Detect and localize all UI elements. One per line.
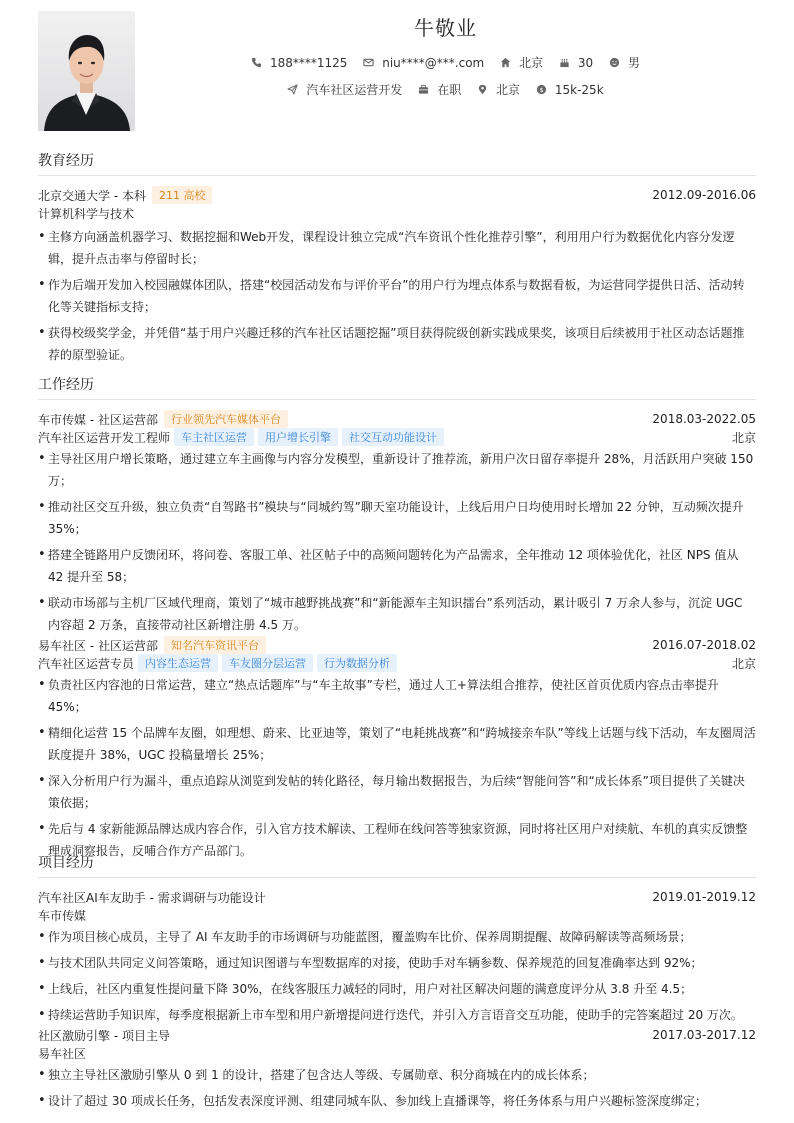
project-org-line [38, 1044, 756, 1062]
work-period: 2016.07-2018.02 [652, 638, 756, 652]
skill-tag: 用户增长引擎 [258, 428, 338, 446]
work-bullets [38, 674, 756, 862]
work-section [38, 374, 756, 866]
job-role: 汽车社区运营开发工程师 [38, 430, 171, 445]
project-name: 汽车社区AI车友助手 - 需求调研与功能设计 [38, 890, 266, 905]
svg-text:$: $ [539, 85, 544, 94]
list-item: • 作为项目核心成员，主导了 AI 车友助手的市场调研与功能蓝图，覆盖购车比价、保养周期提醒、故障码解读等高频场景； [38, 926, 756, 948]
education-period: 2012.09-2016.06 [652, 188, 756, 202]
section-title: 项目经历 [38, 852, 756, 878]
candidate-name: 牛敬业 [414, 16, 477, 40]
project-entry-header [38, 888, 756, 906]
list-item: • 深入分析用户行为漏斗，重点追踪从浏览到发帖的转化路径，每月输出数据报告，为后续“智能问答”和“成长体系”项目提供了关键决策依据； [38, 770, 756, 814]
contact-row [135, 54, 756, 71]
coin-icon [536, 84, 547, 95]
project-org: 易车社区 [38, 1046, 87, 1061]
hometown-text: 北京 [519, 56, 544, 70]
status-text: 在职 [437, 83, 462, 97]
phone-item [251, 56, 347, 70]
location-pin-icon [477, 84, 488, 95]
list-item: • 持续运营助手知识库，每季度根据新上市车型和用户新增提问进行迭代，并引入方言语音交互功能，使助手的完答案超过 20 万次。 [38, 1004, 756, 1026]
work-period: 2018.03-2022.05 [652, 412, 756, 426]
list-item: • 先后与 4 家新能源品牌达成内容合作，引入官方技术解读、工程师在线问答等独家资源，同时将社区用户对续航、车机的真实反馈整理成洞察报告，反哺合作方产品部门。 [38, 818, 756, 862]
hometown-item [500, 54, 543, 71]
target-role-item [287, 81, 402, 98]
work-entry-header [38, 410, 756, 428]
project-period: 2019.01-2019.12 [652, 890, 756, 904]
school-name: 北京交通大学 - 本科 [38, 188, 146, 203]
list-item: • 精细化运营 15 个品牌车友圈，如理想、蔚来、比亚迪等，策划了“电耗挑战赛”和“跨城接亲车队”等线上话题与线下活动，车友圈周活跃度提升 38%，UGC 投稿量增长 25%； [38, 722, 756, 766]
gender-item [609, 54, 640, 71]
project-org-line [38, 906, 756, 924]
work-city: 北京 [731, 656, 756, 671]
phone-text: 188****1125 [269, 55, 348, 70]
mail-icon [363, 57, 374, 68]
project-entry-header [38, 1026, 756, 1044]
salary-item [536, 83, 604, 97]
paper-plane-icon [287, 84, 298, 95]
work-city: 北京 [731, 430, 756, 445]
education-major-line [38, 204, 756, 222]
education-bullets [38, 226, 756, 366]
list-item: • 与技术团队共同定义问答策略，通过知识图谱与车型数据库的对接，使助手对车辆参数、保养规范的回复准确率达到 92%； [38, 952, 756, 974]
gender-text: 男 [628, 56, 641, 70]
list-item: • 负责社区内容池的日常运营，建立“热点话题库”与“车主故事”专栏，通过人工+算法组合推荐，使社区首页优质内容点击率提升 45%； [38, 674, 756, 718]
section-title: 工作经历 [38, 374, 756, 400]
skill-tag: 车友圈分层运营 [222, 654, 313, 672]
skill-tag: 行为数据分析 [317, 654, 397, 672]
list-item: • 上线后，社区内重复性提问量下降 30%，在线客服压力减轻的同时，用户对社区解决问题的满意度评分从 3.8 升至 4.5； [38, 978, 756, 1000]
user-face-icon [609, 57, 620, 68]
company-tag: 行业领先汽车媒体平台 [164, 410, 288, 428]
work-bullets [38, 448, 756, 636]
job-intent-row [135, 81, 756, 98]
list-item: • 主修方向涵盖机器学习、数据挖掘和Web开发，课程设计独立完成“汽车资讯个性化推荐引擎”，利用用户行为数据优化内容分发逻辑，提升点击率与停留时长； [38, 226, 756, 270]
company-name: 易车社区 - 社区运营部 [38, 638, 158, 653]
skill-tag: 车主社区运营 [174, 428, 254, 446]
company-tag: 知名汽车资讯平台 [164, 636, 266, 654]
list-item: • 联动市场部与主机厂区域代理商，策划了“城市越野挑战赛”和“新能源车主知识擂台”系列活动，累计吸引 7 万余人参与，沉淀 UGC 内容超 2 万条，直接带动社区新增注册 4.5 万。 [38, 592, 756, 636]
list-item: • 独立主导社区激励引擎从 0 到 1 的设计，搭建了包含达人等级、专属勋章、积分商城在内的成长体系； [38, 1064, 756, 1086]
school-tag: 211 高校 [152, 186, 213, 204]
work-role-line [38, 654, 756, 672]
project-org: 车市传媒 [38, 908, 87, 923]
list-item: • 搭建全链路用户反馈闭环，将问卷、客服工单、社区帖子中的高频问题转化为产品需求，全年推动 12 项体验优化，社区 NPS 值从 42 提升至 58； [38, 544, 756, 588]
major: 计算机科学与技术 [38, 206, 135, 221]
city-item [477, 81, 520, 98]
projects-section [38, 852, 756, 1116]
email-item [363, 56, 484, 70]
briefcase-icon [418, 84, 429, 95]
work-role-line [38, 428, 756, 446]
education-entry-header [38, 186, 756, 204]
section-title: 教育经历 [38, 150, 756, 176]
portrait-image [38, 11, 135, 131]
list-item: • 推动社区交互升级，独立负责“自驾路书”模块与“同城约驾”聊天室功能设计，上线后用户日均使用时长增加 22 分钟，互动频次提升 35%； [38, 496, 756, 540]
job-role: 汽车社区运营专员 [38, 656, 135, 671]
project-name: 社区激励引擎 - 项目主导 [38, 1028, 170, 1043]
list-item: • 主导社区用户增长策略，通过建立车主画像与内容分发模型，重新设计了推荐流，新用户次日留存率提升 28%，月活跃用户突破 150 万； [38, 448, 756, 492]
project-bullets [38, 926, 756, 1026]
phone-icon [251, 57, 262, 68]
list-item: • 设计了超过 30 项成长任务，包括发表深度评测、组建同城车队、参加线上直播课等，将任务体系与用户兴趣标签深度绑定； [38, 1090, 756, 1112]
skill-tag: 内容生态运营 [138, 654, 218, 672]
education-section [38, 150, 756, 370]
skill-tag: 社交互动功能设计 [342, 428, 444, 446]
project-bullets [38, 1064, 756, 1112]
project-period: 2017.03-2017.12 [652, 1028, 756, 1042]
company-name: 车市传媒 - 社区运营部 [38, 412, 158, 427]
home-icon [500, 57, 511, 68]
profile-photo [38, 11, 135, 131]
age-text: 30 [577, 55, 594, 70]
list-item: • 作为后端开发加入校园融媒体团队，搭建“校园活动发布与评价平台”的用户行为埋点体系与数据看板，为运营同学提供日活、活动转化等关键指标支持； [38, 274, 756, 318]
list-item: • 获得校级奖学金，并凭借“基于用户兴趣迁移的汽车社区话题挖掘”项目获得院级创新实践成果奖，该项目后续被用于社区动态话题推荐的原型验证。 [38, 322, 756, 366]
birthday-cake-icon [559, 57, 570, 68]
age-item [559, 56, 593, 70]
email-text: niu****@***.com [382, 55, 485, 70]
salary-text: 15k-25k [554, 82, 604, 97]
work-entry-header [38, 636, 756, 654]
target-role-text: 汽车社区运营开发 [306, 83, 403, 97]
status-item [418, 81, 461, 98]
city-text: 北京 [496, 83, 521, 97]
